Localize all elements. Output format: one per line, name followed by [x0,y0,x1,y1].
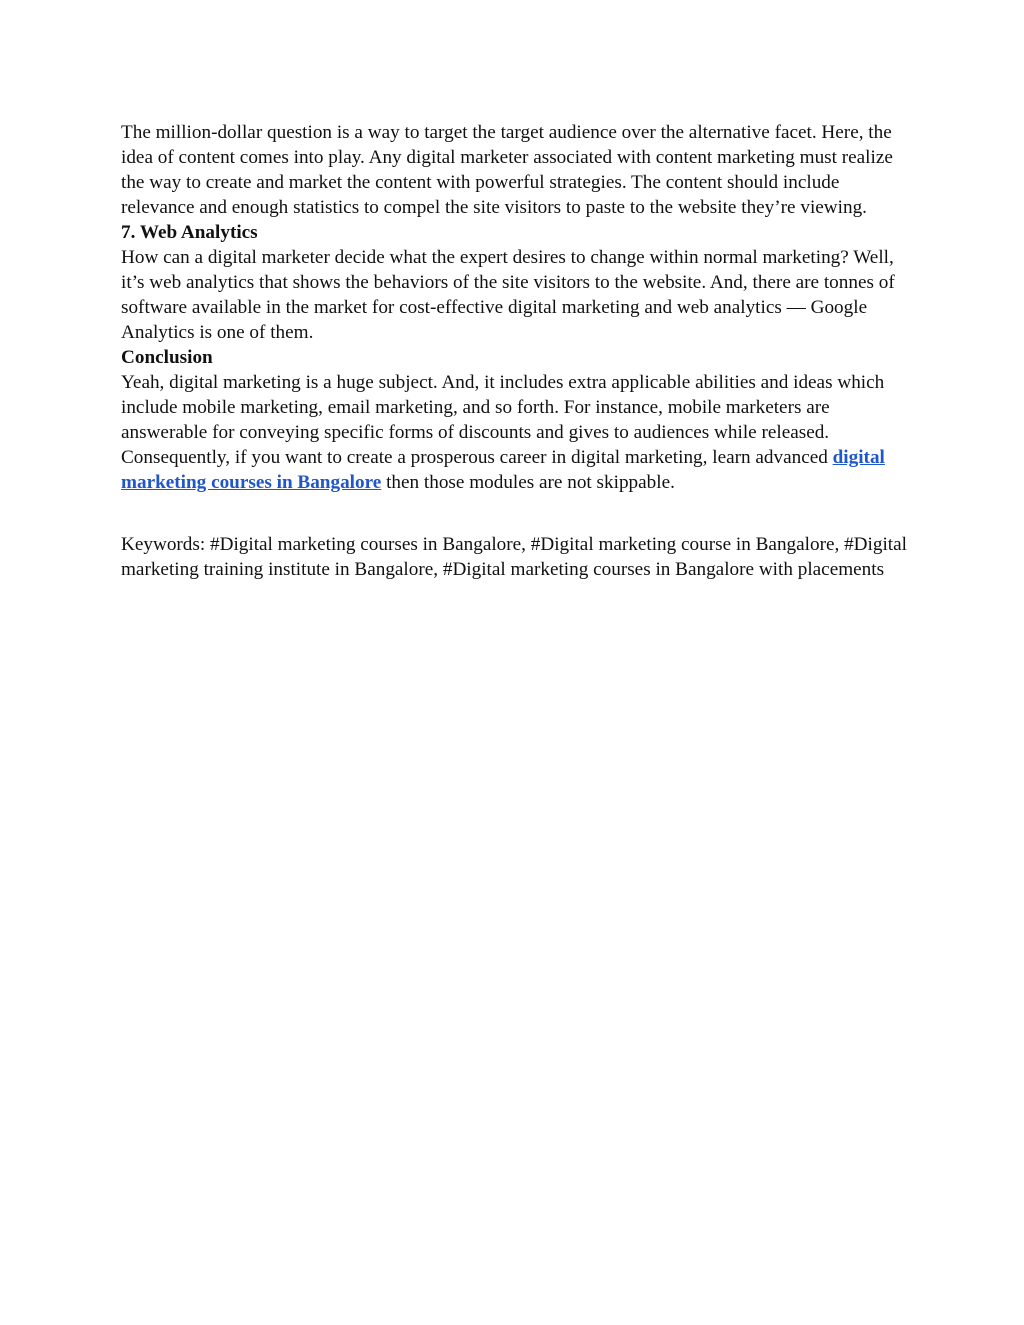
courses-link[interactable]: digital marketing courses in Bangalore [121,447,885,493]
closing-text-after-link: then those modules are not skippable. [381,472,675,493]
section-heading-web-analytics: 7. Web Analytics [121,222,258,243]
conclusion-paragraph: Yeah, digital marketing is a huge subject. And, it includes extra applicable abilities and ideas which include mobile marketing, email marketing, and so forth. For instance, mobile marketers are answerable for conveying specific forms of discounts and gives to audiences while released. [121,372,885,443]
section-heading-conclusion: Conclusion [121,347,213,368]
closing-paragraph [121,445,911,495]
intro-paragraph: The million-dollar question is a way to target the target audience over the alternative facet. Here, the idea of content comes into play. Any digital marketer associated with content marketing must realize the way to create and market the content with powerful strategies. The content should include relevance and enough statistics to compel the site visitors to paste to the website they’re viewing. [121,122,893,218]
document-page [121,120,911,582]
paragraph-spacer [121,495,911,532]
closing-text-before-link: Consequently, if you want to create a prosperous career in digital marketing, learn advanced [121,447,833,468]
keywords-paragraph: Keywords: #Digital marketing courses in Bangalore, #Digital marketing course in Bangalore, #Digital marketing training institute in Bangalore, #Digital marketing courses in Bangalore with placements [121,534,907,580]
web-analytics-paragraph: How can a digital marketer decide what the expert desires to change within normal marketing? Well, it’s web analytics that shows the behaviors of the site visitors to the website. And, there are tonnes of software available in the market for cost-effective digital marketing and web analytics — Google Analytics is one of them. [121,247,895,343]
